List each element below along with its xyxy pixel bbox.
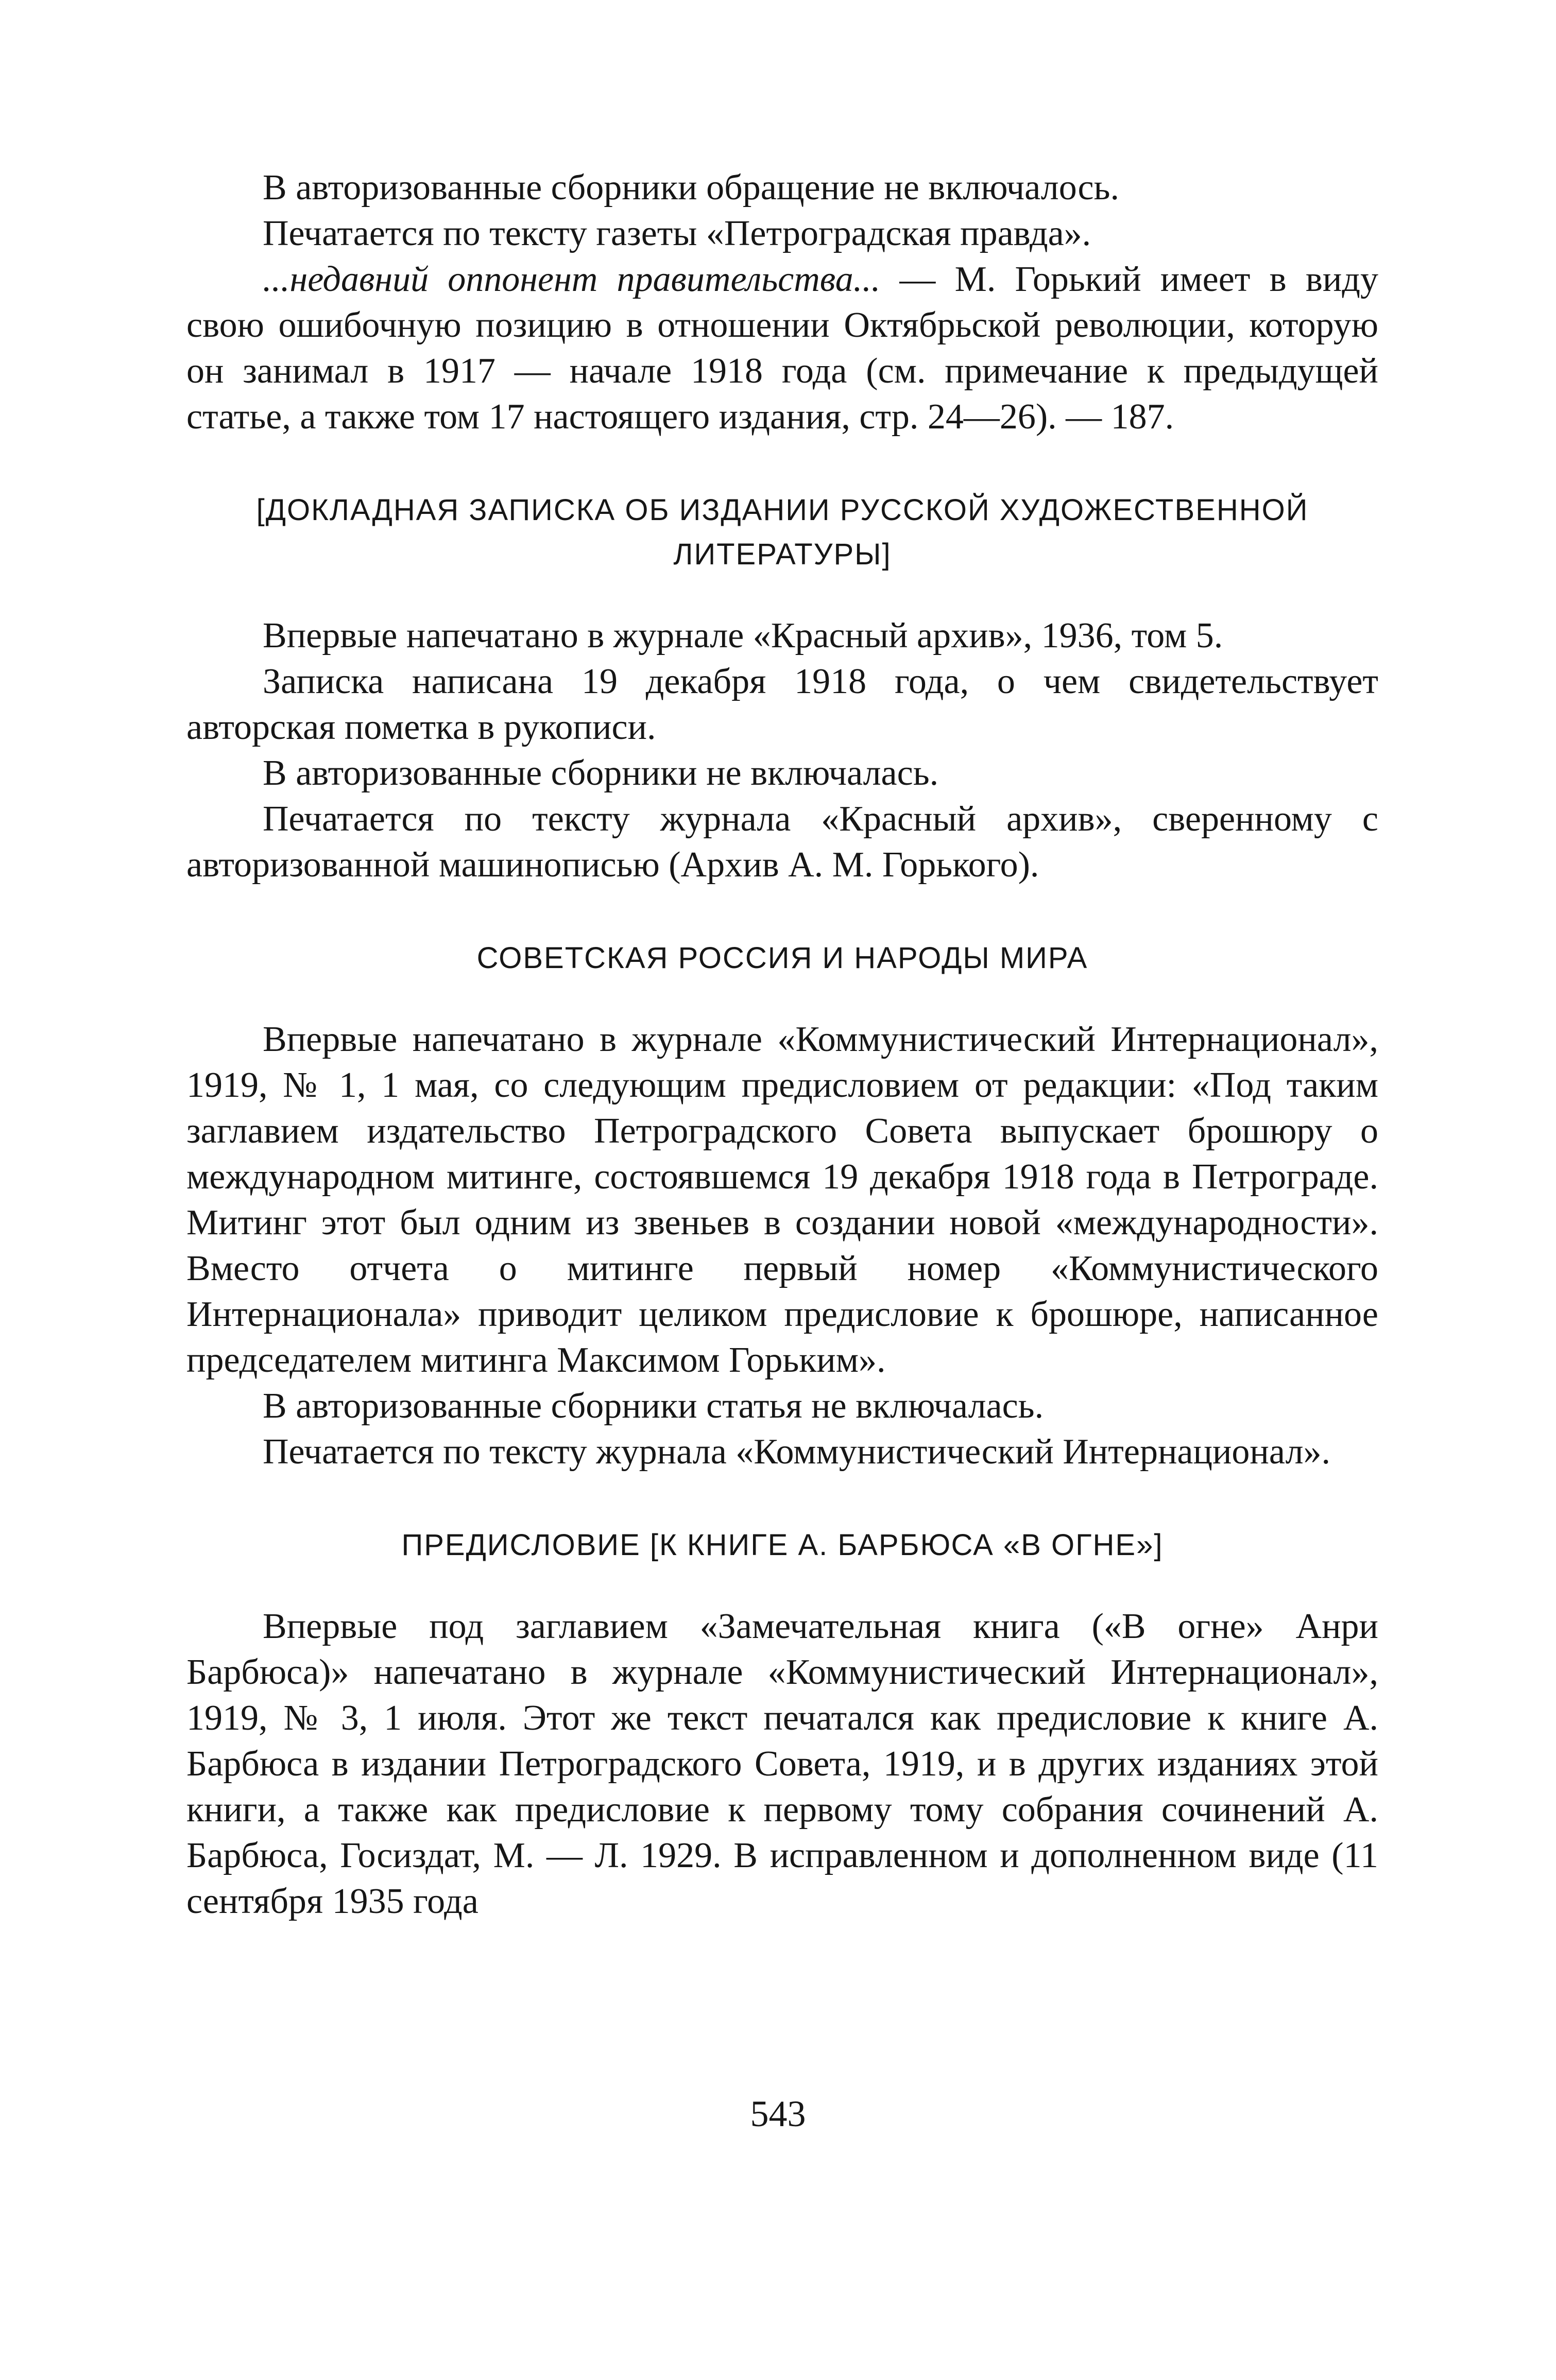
spacer bbox=[186, 440, 1378, 488]
paragraph bbox=[186, 256, 1378, 440]
section-heading: СОВЕТСКАЯ РОССИЯ И НАРОДЫ МИРА bbox=[476, 941, 1088, 975]
paragraph: Печатается по тексту журнала «Коммунистический Интернационал». bbox=[263, 1432, 1330, 1472]
spacer bbox=[186, 980, 1378, 1016]
spacer bbox=[186, 1475, 1378, 1523]
italic-quote: ...недавний оппонент правительства... bbox=[263, 260, 881, 299]
page-number: 543 bbox=[750, 2093, 806, 2134]
spacer bbox=[186, 1567, 1378, 1603]
page-body bbox=[186, 165, 1378, 1924]
paragraph: В авторизованные сборники обращение не включалось. bbox=[263, 168, 1119, 208]
spacer bbox=[186, 888, 1378, 936]
paragraph: Впервые напечатано в журнале «Красный архив», 1936, том 5. bbox=[263, 616, 1223, 656]
paragraph: В авторизованные сборники не включалась. bbox=[263, 753, 939, 793]
paragraph: Впервые напечатано в журнале «Коммунистический Интернационал», 1919, № 1, 1 мая, со следующим предисловием от редакции: «Под таким заглавием издательство Петроградского Совета выпускает брошюру о международном митинге, состоявшемся 19 декабря 1918 года в Петрограде. Митинг этот был одним из звеньев в создании новой «международности». Вместо отчета о митинге первый номер «Коммунистического Интернационала» приводит целиком предисловие к брошюре, написанное председателем митинга Максимом Горьким». bbox=[186, 1020, 1378, 1380]
spacer bbox=[186, 577, 1378, 613]
paragraph: Впервые под заглавием «Замечательная книга («В огне» Анри Барбюса)» напечатано в журнале «Коммунистический Интернационал», 1919, № 3, 1 июля. Этот же текст печатался как предисловие к книге А. Барбюса в издании Петроградского Совета, 1919, и в других изданиях этой книги, а также как предисловие к первому тому собрания сочинений А. Барбюса, Госиздат, М. — Л. 1929. В исправленном и дополненном виде (11 сентября 1935 года bbox=[186, 1607, 1378, 1921]
paragraph: Записка написана 19 декабря 1918 года, о чем свидетельствует авторская пометка в рукописи. bbox=[186, 662, 1378, 747]
section-heading: [ДОКЛАДНАЯ ЗАПИСКА ОБ ИЗДАНИИ РУССКОЙ ХУДОЖЕСТВЕННОЙ ЛИТЕРАТУРЫ] bbox=[256, 493, 1309, 571]
section-heading: ПРЕДИСЛОВИЕ [К КНИГЕ А. БАРБЮСА «В ОГНЕ»] bbox=[401, 1528, 1164, 1562]
paragraph: Печатается по тексту журнала «Красный архив», сверенному с авторизованной машинописью (Архив А. М. Горького). bbox=[186, 799, 1378, 885]
paragraph: Печатается по тексту газеты «Петроградская правда». bbox=[263, 214, 1091, 253]
paragraph-text: — М. Горький имеет в виду свою ошибочную позицию в отношении Октябрьской революции, которую он занимал в 1917 — начале 1918 года (см. примечание к предыдущей статье, а также том 17 настоящего издания, стр. 24—26). — 187. bbox=[186, 260, 1378, 437]
paragraph: В авторизованные сборники статья не включалась. bbox=[263, 1386, 1044, 1426]
